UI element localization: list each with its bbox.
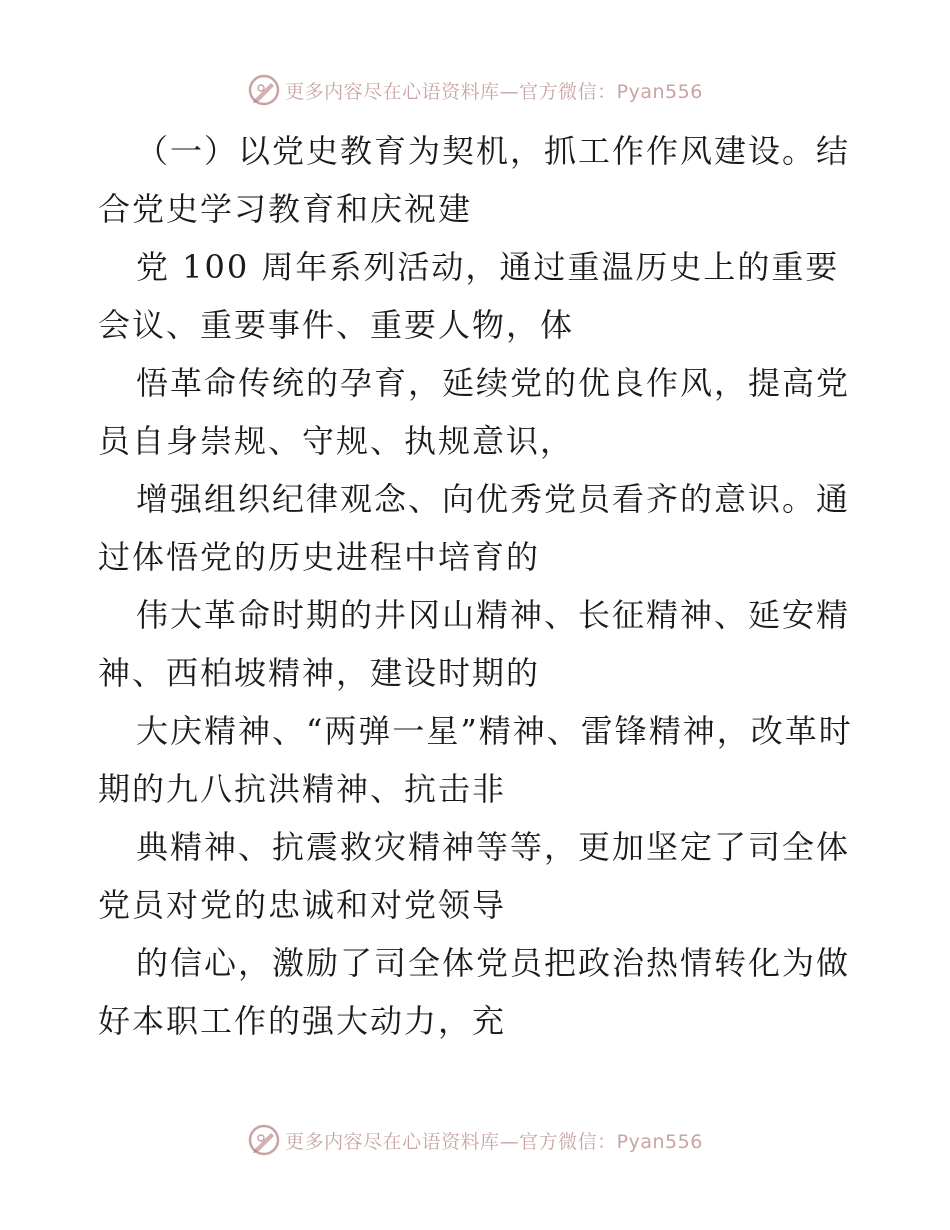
paragraph: 伟大革命时期的井冈山精神、长征精神、延安精神、西柏坡精神，建设时期的 bbox=[98, 596, 851, 692]
paragraph: 大庆精神、“两弹一星”精神、雷锋精神，改革时期的九八抗洪精神、抗击非 bbox=[98, 712, 853, 808]
paragraph: 增强组织纪律观念、向优秀党员看齐的意识。通过体悟党的历史进程中培育的 bbox=[98, 480, 851, 576]
document-body bbox=[98, 122, 858, 1050]
paragraph: 悟革命传统的孕育，延续党的优良作风，提高党员自身崇规、守规、执规意识， bbox=[98, 364, 851, 460]
pen-logo-icon bbox=[247, 1123, 281, 1157]
watermark-text: 更多内容尽在心语资料库—官方微信：Pyan556 bbox=[285, 1130, 703, 1153]
paragraph: 党 100 周年系列活动，通过重温历史上的重要会议、重要事件、重要人物，体 bbox=[98, 248, 840, 344]
paragraph: 的信心，激励了司全体党员把政治热情转化为做好本职工作的强大动力，充 bbox=[98, 944, 851, 1040]
pen-logo-icon bbox=[247, 73, 281, 107]
paragraph: （一）以党史教育为契机，抓工作作风建设。结合党史学习教育和庆祝建 bbox=[98, 132, 851, 228]
footer-watermark bbox=[0, 1120, 950, 1160]
header-watermark bbox=[0, 70, 950, 110]
paragraph: 典精神、抗震救灾精神等等，更加坚定了司全体党员对党的忠诚和对党领导 bbox=[98, 828, 851, 924]
watermark-text: 更多内容尽在心语资料库—官方微信：Pyan556 bbox=[285, 80, 703, 103]
